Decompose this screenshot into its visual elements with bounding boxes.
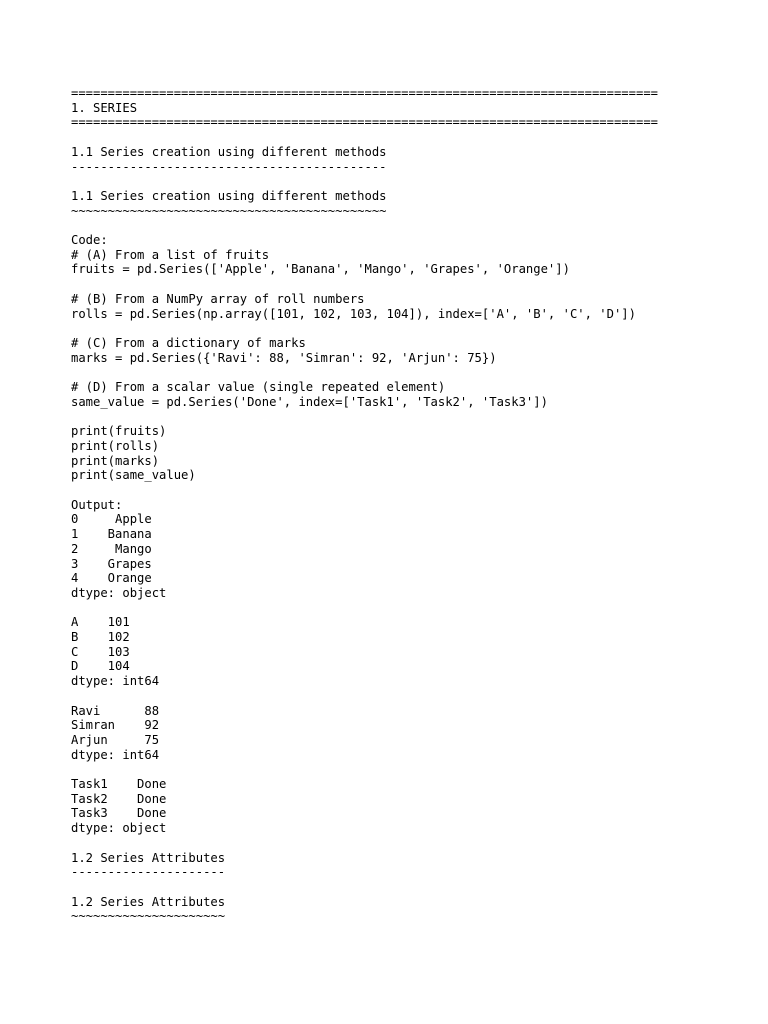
document-text: ================================================================================ 1. SERIES ================================================================================ 1.1 Series creation using different methods ------------------------------------------- 1.1 Series creation using different methods ~~~~~~~~~~~~~~~~~~~~~~~~~~~~~~~~~~~~~~~~~~~ Code: # (A) From a list of fruits fruits = pd.Series(['Apple', 'Banana', 'Mango', 'Grapes', 'Orange']) # (B) From a NumPy array of roll numbers rolls = pd.Series(np.array([101, 102, 103, 104]), index=['A', 'B', 'C', 'D']) # (C) From a dictionary of marks marks = pd.Series({'Ravi': 88, 'Simran': 92, 'Arjun': 75}) # (D) From a scalar value (single repeated element) same_value = pd.Series('Done', index=['Task1', 'Task2', 'Task3']) print(fruits) print(rolls) print(marks) print(same_value) Output: 0 Apple 1 Banana 2 Mango 3 Grapes 4 Orange dtype: object A 101 B 102 C 103 D 104 dtype: int64 Ravi 88 Simran 92 Arjun 75 dtype: int64 Task1 Done Task2 Done Task3 Done dtype: object 1.2 Series Attributes --------------------- 1.2 Series Attributes ~~~~~~~~~~~~~~~~~~~~~ (71, 86, 658, 924)
document-page (71, 86, 751, 924)
